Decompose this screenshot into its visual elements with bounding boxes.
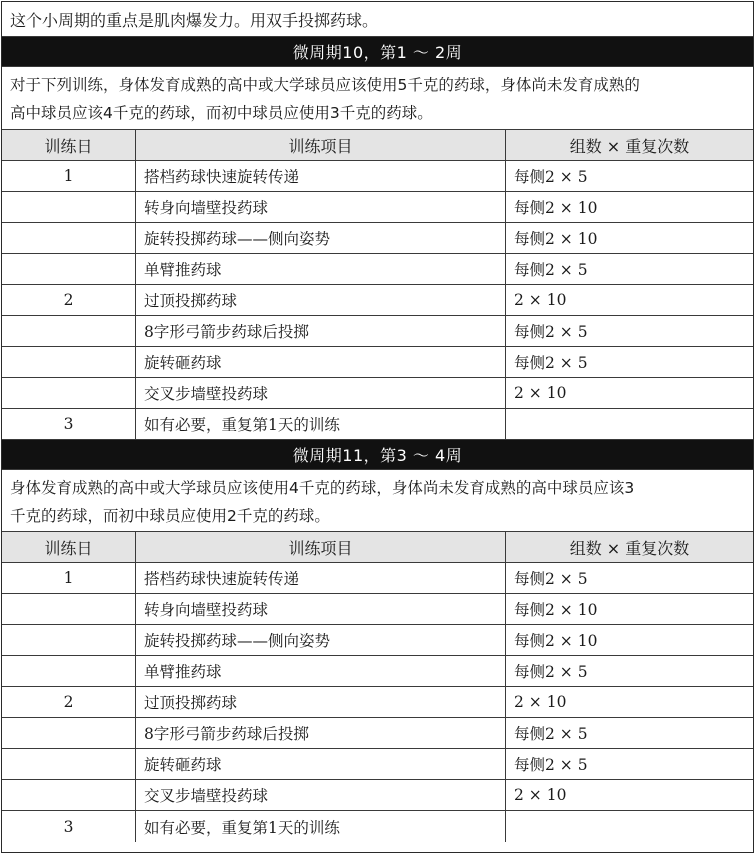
intro-text: 这个小周期的重点是肌肉爆发力。用双手投掷药球。 (2, 2, 753, 37)
cell-sets: 每侧2 × 5 (514, 725, 588, 743)
cell-exercise: 转身向墙壁投药球 (136, 594, 506, 624)
cell-exercise: 交叉步墙壁投药球 (136, 780, 506, 810)
table-header (2, 532, 753, 563)
cell-exercise: 8字形弓箭步药球后投掷 (136, 316, 506, 346)
cell-sets: 每侧2 × 5 (514, 756, 588, 774)
cell-sets: 每侧2 × 5 (514, 261, 588, 279)
table-row (2, 625, 753, 656)
cell-sets (506, 811, 753, 842)
cell-sets: 每侧2 × 10 (514, 199, 598, 217)
header-sets: 组数 × 重复次数 (569, 136, 690, 156)
header-day: 训练日 (2, 532, 136, 562)
cell-day (2, 192, 136, 222)
table-row (2, 223, 753, 254)
cell-exercise: 旋转投掷药球——侧向姿势 (136, 625, 506, 655)
cell-exercise: 如有必要，重复第1天的训练 (136, 409, 506, 439)
cell-day (2, 780, 136, 810)
cell-sets: 2 × 10 (514, 693, 567, 711)
table-row (2, 594, 753, 625)
header-exercise: 训练项目 (136, 130, 506, 160)
table-row (2, 347, 753, 378)
cell-day: 2 (2, 285, 136, 315)
cell-exercise: 旋转砸药球 (136, 749, 506, 779)
cell-sets: 每侧2 × 5 (514, 663, 588, 681)
table-row (2, 378, 753, 409)
table-row (2, 718, 753, 749)
cell-day (2, 656, 136, 686)
table-row (2, 285, 753, 316)
cell-exercise: 旋转砸药球 (136, 347, 506, 377)
cell-exercise: 交叉步墙壁投药球 (136, 378, 506, 408)
cell-exercise: 过顶投掷药球 (136, 687, 506, 717)
training-plan-document (1, 1, 754, 853)
cell-exercise: 旋转投掷药球——侧向姿势 (136, 223, 506, 253)
cell-day: 2 (2, 687, 136, 717)
table-row (2, 780, 753, 811)
note-line: 高中球员应该4千克的药球，而初中球员应使用3千克的药球。 (10, 104, 433, 122)
cell-exercise: 8字形弓箭步药球后投掷 (136, 718, 506, 748)
table-row (2, 563, 753, 594)
cell-sets: 2 × 10 (514, 384, 567, 402)
cell-sets: 2 × 10 (514, 291, 567, 309)
table-row (2, 254, 753, 285)
header-exercise: 训练项目 (136, 532, 506, 562)
table-row (2, 161, 753, 192)
cell-sets: 每侧2 × 5 (514, 570, 588, 588)
cell-day: 3 (2, 409, 136, 439)
cell-sets: 每侧2 × 5 (514, 323, 588, 341)
cell-sets: 每侧2 × 5 (514, 354, 588, 372)
table-row (2, 316, 753, 347)
cell-day (2, 594, 136, 624)
cell-sets: 每侧2 × 10 (514, 601, 598, 619)
cell-day: 1 (2, 563, 136, 593)
header-day: 训练日 (2, 130, 136, 160)
cell-sets: 每侧2 × 10 (514, 230, 598, 248)
cell-day (2, 254, 136, 284)
microcycle-title: 微周期11，第3 ～ 4周 (2, 440, 753, 470)
cell-day (2, 347, 136, 377)
cell-day (2, 625, 136, 655)
cell-exercise: 转身向墙壁投药球 (136, 192, 506, 222)
cell-sets: 每侧2 × 10 (514, 632, 598, 650)
header-sets: 组数 × 重复次数 (569, 538, 690, 558)
cell-exercise: 单臂推药球 (136, 656, 506, 686)
note-line: 千克的药球，而初中球员应使用2千克的药球。 (10, 507, 330, 525)
cell-day: 3 (2, 811, 136, 842)
cell-sets (506, 409, 753, 439)
cell-day (2, 378, 136, 408)
cell-exercise: 搭档药球快速旋转传递 (136, 161, 506, 191)
cell-day (2, 316, 136, 346)
table-row (2, 656, 753, 687)
cell-exercise: 如有必要，重复第1天的训练 (136, 811, 506, 842)
microcycle-note (2, 67, 753, 130)
table-row (2, 749, 753, 780)
cell-day (2, 718, 136, 748)
table-header (2, 130, 753, 161)
table-row (2, 192, 753, 223)
table-row (2, 811, 753, 842)
note-line: 身体发育成熟的高中或大学球员应该使用4千克的药球，身体尚未发育成熟的高中球员应该3 (10, 479, 635, 497)
cell-sets: 2 × 10 (514, 786, 567, 804)
microcycle-title: 微周期10，第1 ～ 2周 (2, 37, 753, 67)
cell-exercise: 搭档药球快速旋转传递 (136, 563, 506, 593)
microcycle-note (2, 470, 753, 532)
table-row (2, 687, 753, 718)
cell-day (2, 749, 136, 779)
cell-exercise: 过顶投掷药球 (136, 285, 506, 315)
cell-day (2, 223, 136, 253)
note-line: 对于下列训练，身体发育成熟的高中或大学球员应该使用5千克的药球，身体尚未发育成熟的 (10, 76, 640, 94)
cell-sets: 每侧2 × 5 (514, 168, 588, 186)
cell-exercise: 单臂推药球 (136, 254, 506, 284)
table-row (2, 409, 753, 440)
cell-day: 1 (2, 161, 136, 191)
